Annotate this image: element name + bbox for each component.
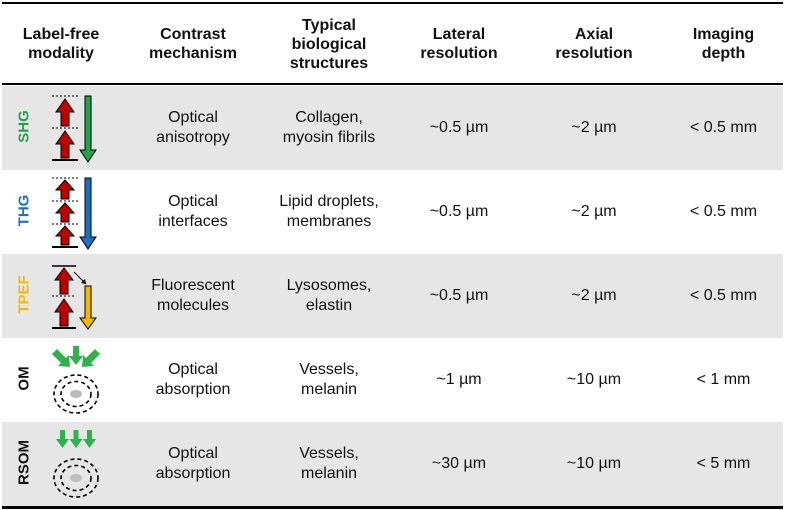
table-row-rsom bbox=[2, 422, 783, 506]
axial-thg-text: ~2 µm bbox=[571, 203, 617, 220]
contrast-thg bbox=[122, 170, 264, 254]
table-row-shg bbox=[2, 86, 783, 170]
contrast-rsom bbox=[122, 422, 264, 506]
lateral-om bbox=[394, 338, 524, 422]
table-bottom-rule bbox=[2, 506, 783, 509]
modality-label-tpef: TPEF bbox=[15, 275, 33, 314]
thg-energy-diagram-icon bbox=[50, 175, 100, 251]
modality-label-rsom: RSOM bbox=[15, 440, 33, 485]
lateral-rsom bbox=[394, 422, 524, 506]
depth-rsom-text: < 5 mm bbox=[696, 455, 751, 472]
contrast-tpef bbox=[122, 254, 264, 338]
shg-energy-diagram-icon bbox=[50, 92, 100, 164]
om-illumination-icon bbox=[48, 344, 104, 418]
modality-label-shg: SHG bbox=[15, 110, 33, 143]
depth-thg bbox=[664, 170, 783, 254]
table-row-tpef bbox=[2, 254, 783, 338]
structures-om-text: Vessels, melanin bbox=[299, 361, 359, 398]
structures-thg-text: Lipid droplets, membranes bbox=[279, 193, 379, 230]
structures-rsom-text: Vessels, melanin bbox=[299, 445, 359, 482]
lateral-tpef bbox=[394, 254, 524, 338]
structures-shg bbox=[264, 86, 394, 170]
contrast-om-text: Optical absorption bbox=[155, 361, 231, 398]
modality-label-thg: THG bbox=[15, 194, 33, 227]
contrast-thg-text: Optical interfaces bbox=[158, 193, 228, 230]
header-axial-label: Axial resolution bbox=[555, 26, 633, 62]
axial-om bbox=[524, 338, 664, 422]
depth-om-text: < 1 mm bbox=[696, 371, 751, 388]
contrast-om bbox=[122, 338, 264, 422]
table-top-rule bbox=[2, 2, 783, 4]
axial-tpef bbox=[524, 254, 664, 338]
depth-shg-text: < 0.5 mm bbox=[689, 119, 758, 136]
axial-tpef-text: ~2 µm bbox=[571, 287, 617, 304]
lateral-shg bbox=[394, 86, 524, 170]
contrast-shg-text: Optical anisotropy bbox=[156, 109, 230, 146]
tpef-energy-diagram-icon bbox=[50, 262, 100, 332]
structures-tpef-text: Lysosomes, elastin bbox=[286, 277, 372, 314]
header-axial bbox=[524, 6, 664, 82]
header-modality bbox=[2, 6, 120, 82]
modality-label-om: OM bbox=[15, 366, 33, 391]
axial-shg-text: ~2 µm bbox=[571, 119, 617, 136]
lateral-thg bbox=[394, 170, 524, 254]
lateral-om-text: ~1 µm bbox=[436, 371, 482, 388]
structures-rsom bbox=[264, 422, 394, 506]
header-depth-label: Imaging depth bbox=[692, 26, 755, 62]
lateral-tpef-text: ~0.5 µm bbox=[429, 287, 489, 304]
axial-thg bbox=[524, 170, 664, 254]
header-structures bbox=[264, 6, 394, 82]
lateral-rsom-text: ~30 µm bbox=[431, 455, 487, 472]
table-row-om bbox=[2, 338, 783, 422]
depth-rsom bbox=[664, 422, 783, 506]
structures-thg bbox=[264, 170, 394, 254]
depth-tpef bbox=[664, 254, 783, 338]
contrast-shg bbox=[122, 86, 264, 170]
lateral-shg-text: ~0.5 µm bbox=[429, 119, 489, 136]
header-lateral-label: Lateral resolution bbox=[420, 26, 498, 62]
header-contrast-label: Contrast mechanism bbox=[148, 26, 238, 62]
contrast-tpef-text: Fluorescent molecules bbox=[151, 277, 235, 314]
structures-om bbox=[264, 338, 394, 422]
depth-thg-text: < 0.5 mm bbox=[689, 203, 758, 220]
axial-rsom-text: ~10 µm bbox=[566, 455, 622, 472]
lateral-thg-text: ~0.5 µm bbox=[429, 203, 489, 220]
depth-om bbox=[664, 338, 783, 422]
table-row-thg bbox=[2, 170, 783, 254]
rsom-illumination-icon bbox=[48, 428, 104, 502]
depth-tpef-text: < 0.5 mm bbox=[689, 287, 758, 304]
axial-rsom bbox=[524, 422, 664, 506]
contrast-rsom-text: Optical absorption bbox=[155, 445, 231, 482]
header-lateral bbox=[394, 6, 524, 82]
structures-shg-text: Collagen, myosin fibrils bbox=[282, 109, 376, 146]
table-header-rule bbox=[2, 83, 783, 85]
structures-tpef bbox=[264, 254, 394, 338]
header-structures-label: Typical biological structures bbox=[289, 16, 369, 72]
depth-shg bbox=[664, 86, 783, 170]
axial-om-text: ~10 µm bbox=[566, 371, 622, 388]
header-modality-label: Label-free modality bbox=[22, 26, 100, 62]
axial-shg bbox=[524, 86, 664, 170]
header-depth bbox=[664, 6, 783, 82]
header-contrast bbox=[122, 6, 264, 82]
